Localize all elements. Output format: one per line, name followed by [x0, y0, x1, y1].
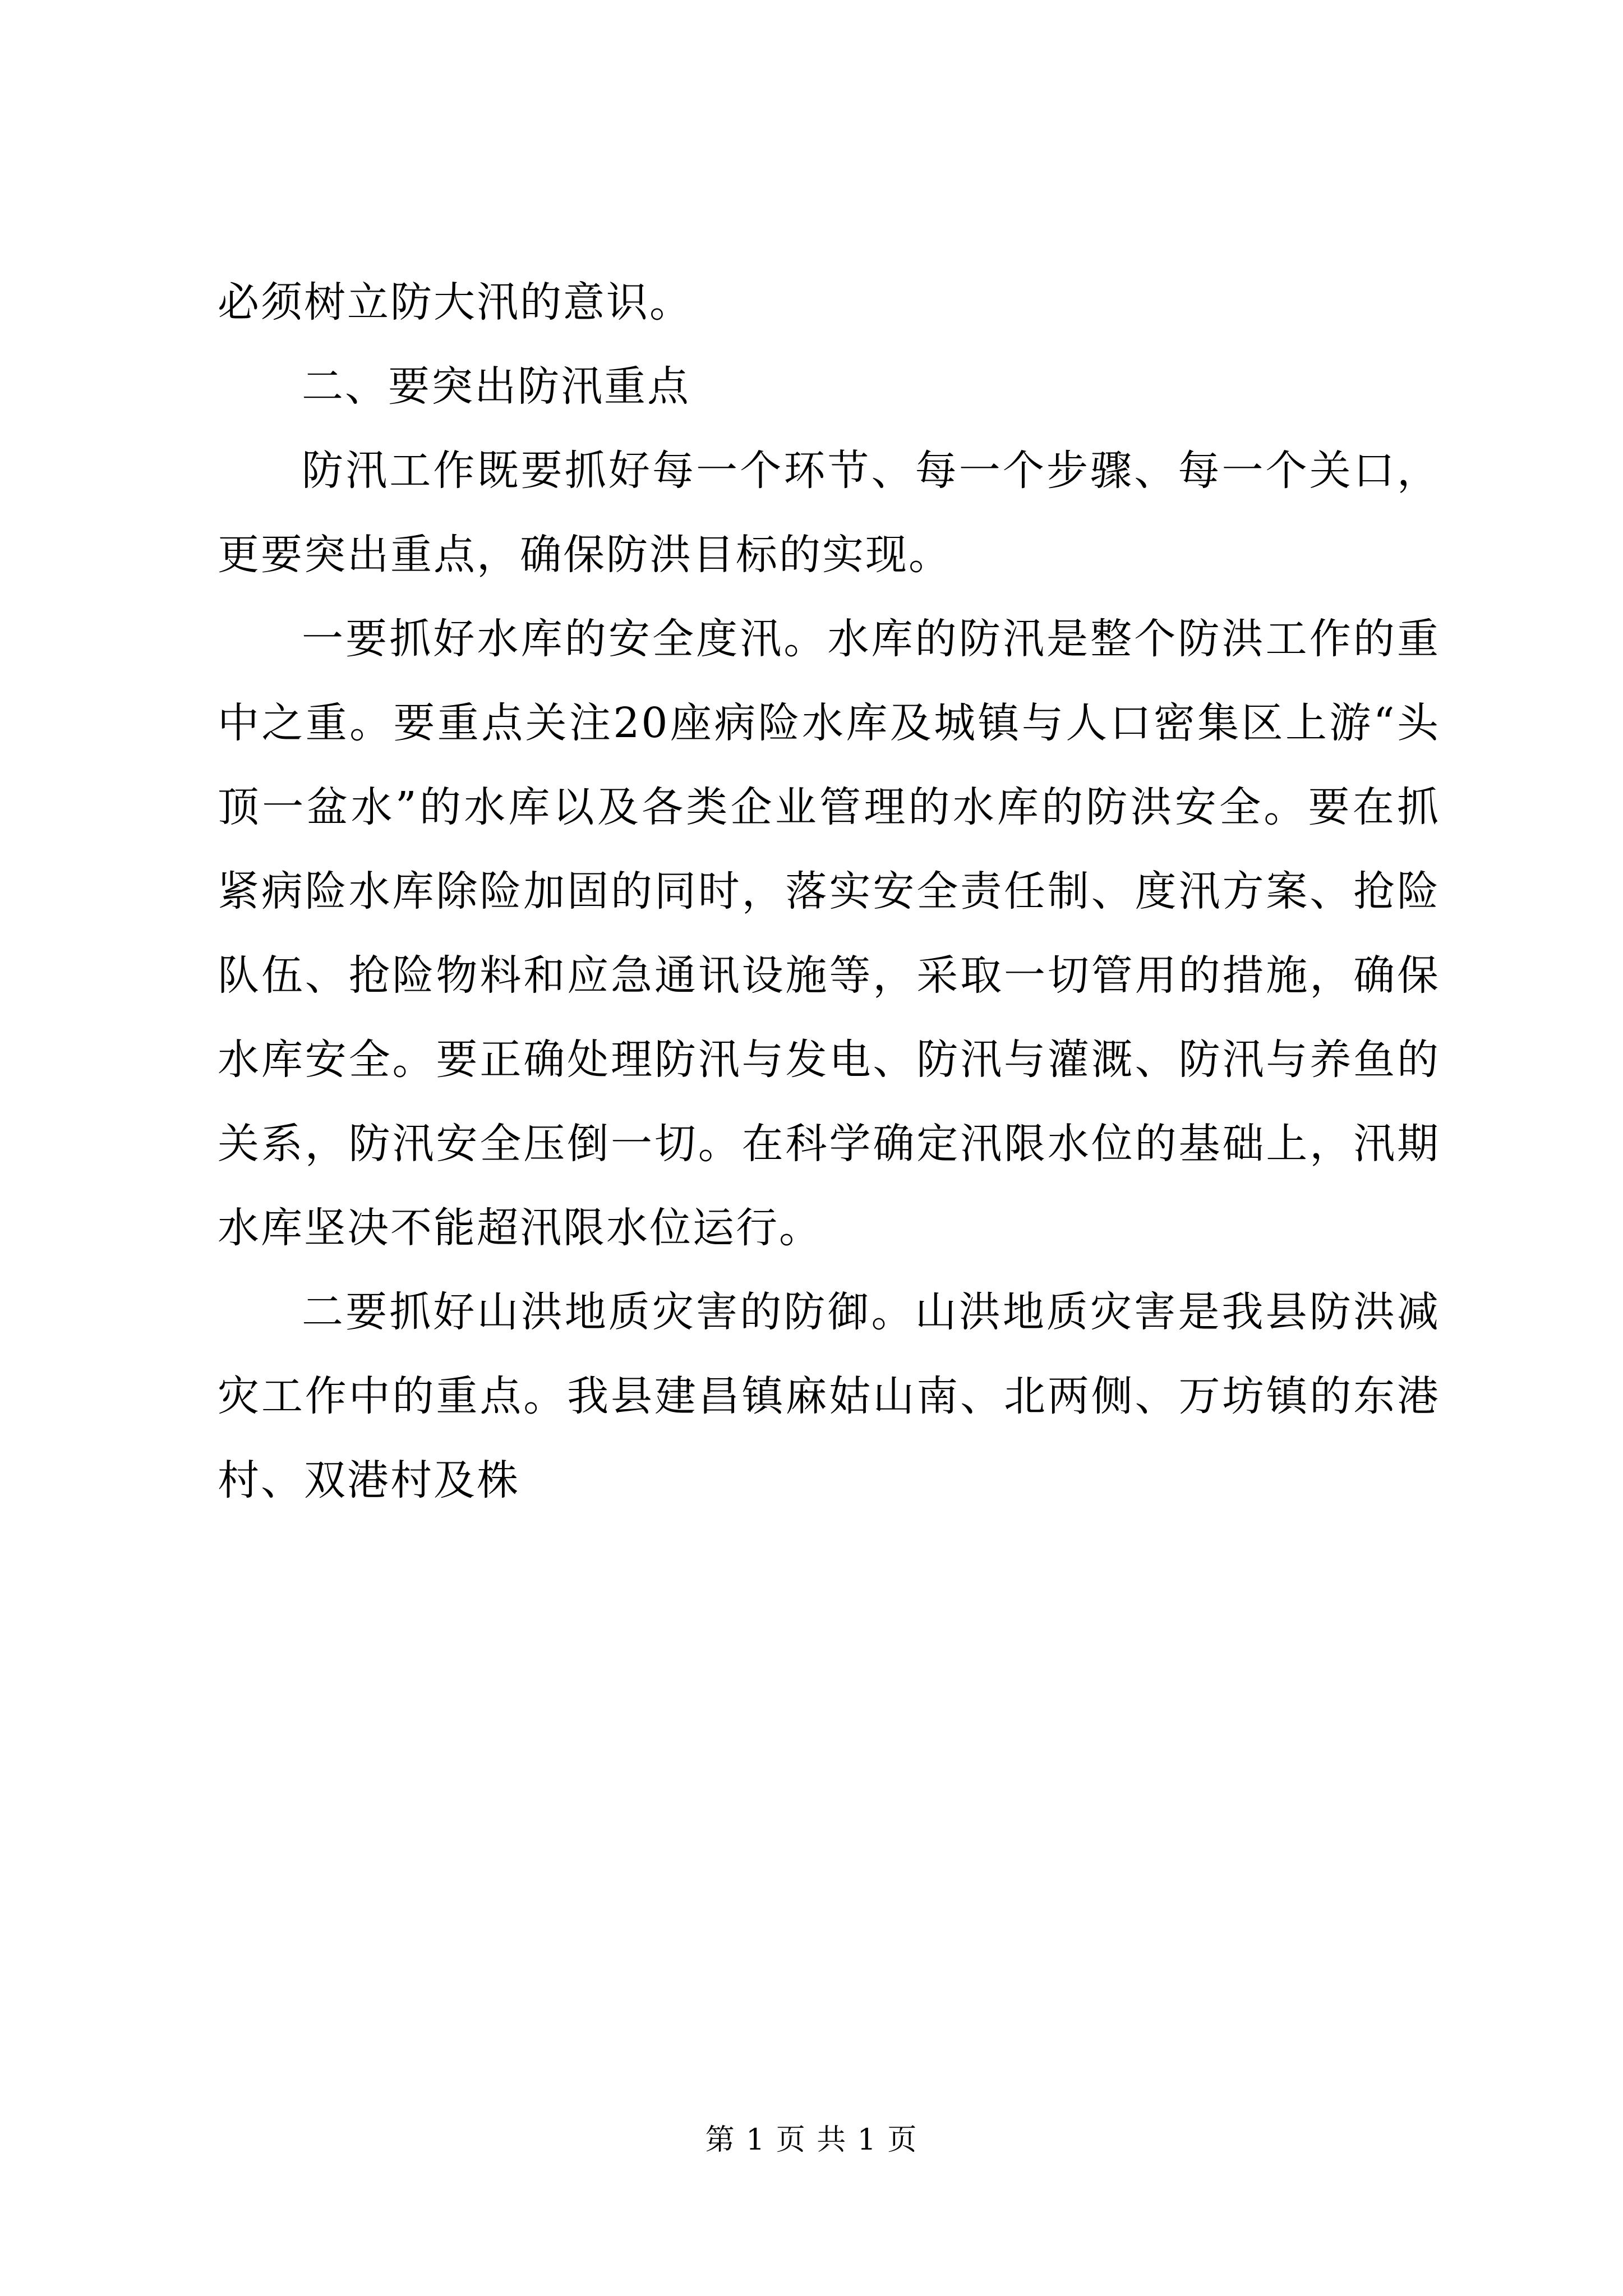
- section-heading: 二、要突出防汛重点: [302, 362, 690, 411]
- paragraph-reservoir: 一要抓好水库的安全度汛。水库的防汛是整个防洪工作的重中之重。要重点关注20座病险水库及城镇与人口密集区上游“头顶一盆水”的水库以及各类企业管理的水库的防洪安全。要在抓紧病险水库除险加固的同时，落实安全责任制、度汛方案、抢险队伍、抢险物料和应急通讯设施等，采取一切管用的措施，确保水库安全。要正确处理防汛与发电、防汛与灌溉、防汛与养鱼的关系，防汛安全压倒一切。在科学确定汛限水位的基础上，汛期水库坚决不能超汛限水位运行。: [218, 615, 1440, 1252]
- document-body: [218, 260, 1440, 1522]
- page-number-footer: 第 1 页 共 1 页: [705, 2123, 918, 2157]
- paragraph-intro: 防汛工作既要抓好每一个环节、每一个步骤、每一个关口，更要突出重点，确保防洪目标的实现。: [218, 447, 1440, 579]
- paragraph-flood-geology: 二要抓好山洪地质灾害的防御。山洪地质灾害是我县防洪减灾工作中的重点。我县建昌镇麻姑山南、北两侧、万坊镇的东港村、双港村及株: [218, 1288, 1440, 1504]
- paragraph-continuation: 必须树立防大汛的意识。: [218, 278, 693, 326]
